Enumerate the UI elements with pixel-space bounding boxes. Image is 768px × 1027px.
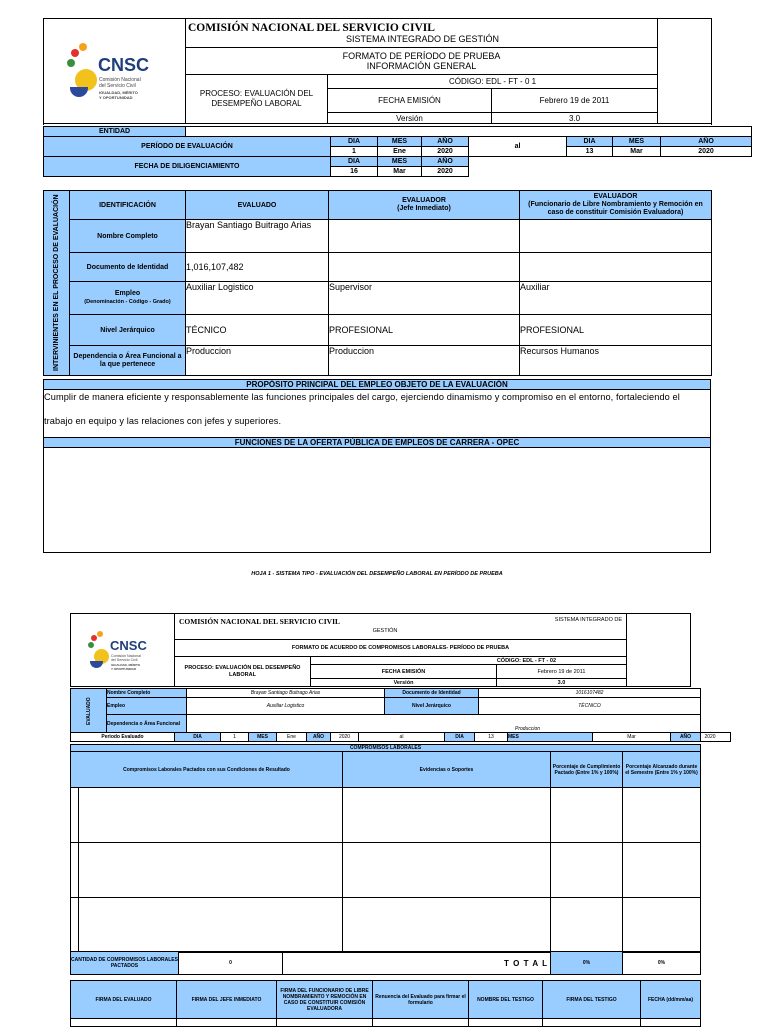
periodo-label: PERÍODO DE EVALUACIÓN [44,137,331,157]
col-evaluador-comision: EVALUADOR (Funcionario de Libre Nombramiento y Remoción en caso de constituir Comisión Evaluadora) [520,191,712,220]
proceso-label: PROCESO: EVALUACIÓN DEL DESEMPEÑO LABORAL [186,75,328,124]
version-label: Versión [328,113,492,124]
row-empleo [44,282,712,315]
compromiso-cell[interactable] [79,898,343,953]
row-label: Empleo (Denominación - Código - Grado) [70,282,186,315]
row-documento [44,253,712,282]
fecha-header: FECHA (dd/mm/aa) [641,981,701,1019]
nivel-value[interactable]: TÉCNICO [479,698,701,715]
anio-header: AÑO [422,137,469,147]
nombre-value[interactable]: Brayan Santiago Buitrago Arias [187,689,385,698]
fecha-emision-label: FECHA EMISIÓN [328,89,492,113]
version-value: 3.0 [492,113,658,124]
sheet2-totales [70,951,701,975]
row-label: Nivel Jerárquico [70,315,186,346]
periodo-to-anio[interactable]: 2020 [661,147,752,157]
total-alcanzado: 0% [623,952,701,975]
jefe-nivel[interactable]: PROFESIONAL [329,315,520,346]
compromiso-row [71,788,701,843]
codigo: CÓDIGO: EDL - FT - 02 [311,657,627,665]
dil-dia-header: DIA [331,157,378,167]
firma-testigo: FIRMA DEL TESTIGO [543,981,641,1019]
format-title: FORMATO DE ACUERDO DE COMPROMISOS LABORALES- PERÍODO DE PRUEBA [175,640,627,657]
sheet2-periodo: Periodo Evaluado DIA 1 MES Ene AÑO 2020 al DIA 13 MES Mar AÑO [70,732,701,742]
entidad-label: ENTIDAD [44,127,186,137]
total-label: T O T A L [283,952,551,975]
system-title: SISTEMA INTEGRADO DE GESTIÓN [345,33,500,44]
compromiso-cell[interactable] [79,843,343,898]
row-label: Dependencia o Área Funcional a la que pertenece [70,346,186,376]
periodo-from-anio[interactable]: 2020 [422,147,469,157]
version-label: Versión [311,679,497,687]
comision-dependencia[interactable]: Recursos Humanos [520,346,712,376]
sheet1-logo-cell [44,19,186,124]
from-dia[interactable]: 1 [221,733,249,742]
mes-header-to: MES [613,137,661,147]
sheet1-intervinientes [43,190,712,376]
evaluado-nivel[interactable]: TÉCNICO [186,315,329,346]
dependencia-label: Dependencia o Área Funcional [107,715,187,733]
jefe-documento[interactable] [329,253,520,282]
comision-nivel[interactable]: PROFESIONAL [520,315,712,346]
periodo-evaluado-label: Periodo Evaluado [71,733,175,742]
entidad-value[interactable] [186,127,752,137]
cnsc-logo: CNSC Comisión Nacional del Servicio Civil IGUALDAD, MÉRITO Y OPORTUNIDAD [71,614,175,686]
to-mes[interactable]: Mar [593,733,671,742]
evaluado-empleo[interactable]: Auxiliar Logistico [186,282,329,315]
compromiso-row [71,898,701,953]
proposito-text[interactable]: Cumplir de manera eficiente y responsablemente las funciones principales del cargo, ejerciendo dinamismo y compromiso en el entorno, fortaleciendo el trabajo en equipo y las relaciones con jefes y superiores. [44,390,711,438]
sheet2-header [70,613,691,687]
codigo: CÓDIGO: EDL - FT - 0 1 [328,75,658,89]
to-dia[interactable]: 13 [475,733,508,742]
jefe-empleo[interactable]: Supervisor [329,282,520,315]
empleo-label: Empleo [107,698,187,715]
jefe-nombre[interactable] [329,220,520,253]
dependencia-value[interactable]: Produccion [187,715,701,733]
col-pct-pactado: Porcentaje de Cumplimiento Pactado (Entre 1% y 100%) [551,752,623,788]
dia-header: DIA [331,137,378,147]
row-nivel [44,315,712,346]
compromisos-title: COMPROMISOS LABORALES [71,745,701,752]
format-title-1: FORMATO DE PERÍODO DE PRUEBA [342,51,501,61]
comision-documento[interactable] [520,253,712,282]
evidencia-cell[interactable] [343,898,551,953]
periodo-from-mes[interactable]: Ene [378,147,422,157]
row-label: Documento de Identidad [70,253,186,282]
col-evidencias: Evidencias o Soportes [343,752,551,788]
documento-value[interactable]: 1016107482 [479,689,701,698]
compromiso-row [71,843,701,898]
jefe-dependencia[interactable]: Produccion [329,346,520,376]
fecha-emision-value: Febrero 19 de 2011 [492,89,658,113]
sheet2-logo-cell [71,614,175,687]
intervinientes-vertical: INTERVINIENTES EN EL PROCESO DE EVALUACIÓN [44,191,70,376]
dil-dia[interactable]: 16 [331,167,378,177]
cnsc-logo: CNSC Comisión Nacional del Servicio Civil IGUALDAD, MÉRITO Y OPORTUNIDAD [44,19,186,123]
renuncia: Renuencia del Evaluado para firmar el formulario [373,981,469,1019]
col-pct-alcanzado: Porcentaje Alcanzado durante el Semestre (Entre 1% y 100%) [623,752,701,788]
evaluado-dependencia[interactable]: Produccion [186,346,329,376]
from-anio[interactable]: 2020 [331,733,359,742]
comision-empleo[interactable]: Auxiliar [520,282,712,315]
periodo-from-dia[interactable]: 1 [331,147,378,157]
sheet2-firmas [70,980,701,1027]
mes-header: MES [378,137,422,147]
periodo-to-mes[interactable]: Mar [613,147,661,157]
periodo-to-dia[interactable]: 13 [567,147,613,157]
sheet1-entidad-periodo [43,126,752,177]
funciones-title: FUNCIONES DE LA OFERTA PÚBLICA DE EMPLEOS DE CARRERA - OPEC [44,438,711,448]
org-title: COMISIÓN NACIONAL DEL SERVICIO CIVIL [188,21,435,34]
format-title-2: INFORMACIÓN GENERAL [366,61,477,71]
dil-mes-header: MES [378,157,422,167]
nombre-testigo: NOMBRE DEL TESTIGO [469,981,543,1019]
firma-funcionario: FIRMA DEL FUNCIONARIO DE LIBRE NOMBRAMIENTO Y REMOCIÓN EN CASO DE CONSTITUIR COMISIÓN EVALUADORA [277,981,373,1019]
cantidad-value: 0 [179,952,283,975]
system-title-2: GESTIÓN [372,628,398,634]
comision-nombre[interactable] [520,220,712,253]
anio-header-to: AÑO [661,137,752,147]
from-mes[interactable]: Ene [277,733,307,742]
system-title-1: SISTEMA INTEGRADO DE [554,617,623,623]
evidencia-cell[interactable] [343,843,551,898]
col-evaluador-jefe: EVALUADOR (Jefe Inmediato) [329,191,520,220]
sheet1-proposito [43,379,711,553]
fecha-emision-value: Febrero 19 de 2011 [497,665,627,679]
sheet2-compromisos [70,744,701,953]
funciones-area[interactable] [44,448,711,553]
firma-evaluado: FIRMA DEL EVALUADO [71,981,177,1019]
sheet1-footer: HOJA 1 - SISTEMA TIPO - EVALUACIÓN DEL DESEMPEÑO LABORAL EN PERÍODO DE PRUEBA [251,571,503,577]
fecha-emision-label: FECHA EMISIÓN [311,665,497,679]
evaluado-vertical: EVALUADO [71,689,107,733]
evaluado-documento[interactable]: 1,016,107,482 [186,253,329,282]
firma-jefe: FIRMA DEL JEFE INMEDIATO [177,981,277,1019]
diligenciamiento-label: FECHA DE DILIGENCIAMIENTO [44,157,331,177]
nivel-label: Nivel Jerárquico [385,698,479,715]
dia-header-to: DIA [567,137,613,147]
proposito-title: PROPÓSITO PRINCIPAL DEL EMPLEO OBJETO DE LA EVALUACIÓN [44,380,711,390]
dil-mes[interactable]: Mar [378,167,422,177]
org-title: COMISIÓN NACIONAL DEL SERVICIO CIVIL [179,617,341,626]
dil-anio[interactable]: 2020 [422,167,469,177]
sheet2-evaluado [70,688,701,733]
col-compromisos: Compromisos Laborales Pactados con sus Condiciones de Resultado [71,752,343,788]
compromiso-cell[interactable] [79,788,343,843]
to-anio[interactable]: 2020 [690,732,731,742]
col-evaluado: EVALUADO [186,191,329,220]
cantidad-label: CANTIDAD DE COMPROMISOS LABORALES PACTADOS [71,952,179,975]
nombre-label: Nombre Completo [107,689,187,698]
proceso-label: PROCESO: EVALUACIÓN DEL DESEMPEÑO LABORAL [175,657,311,687]
al-label: al [469,137,567,157]
col-ident: IDENTIFICACIÓN [70,191,186,220]
sheet1-header [43,18,712,124]
total-pactado: 0% [551,952,623,975]
version-value: 3.0 [497,679,627,687]
row-nombre [44,220,712,253]
row-label: Nombre Completo [70,220,186,253]
evaluado-nombre[interactable]: Brayan Santiago Buitrago Arias [186,220,329,253]
dil-anio-header: AÑO [422,157,469,167]
documento-label: Documento de Identidad [385,689,479,698]
row-dependencia [44,346,712,376]
empleo-value[interactable]: Auxiliar Logistico [187,698,385,715]
evidencia-cell[interactable] [343,788,551,843]
